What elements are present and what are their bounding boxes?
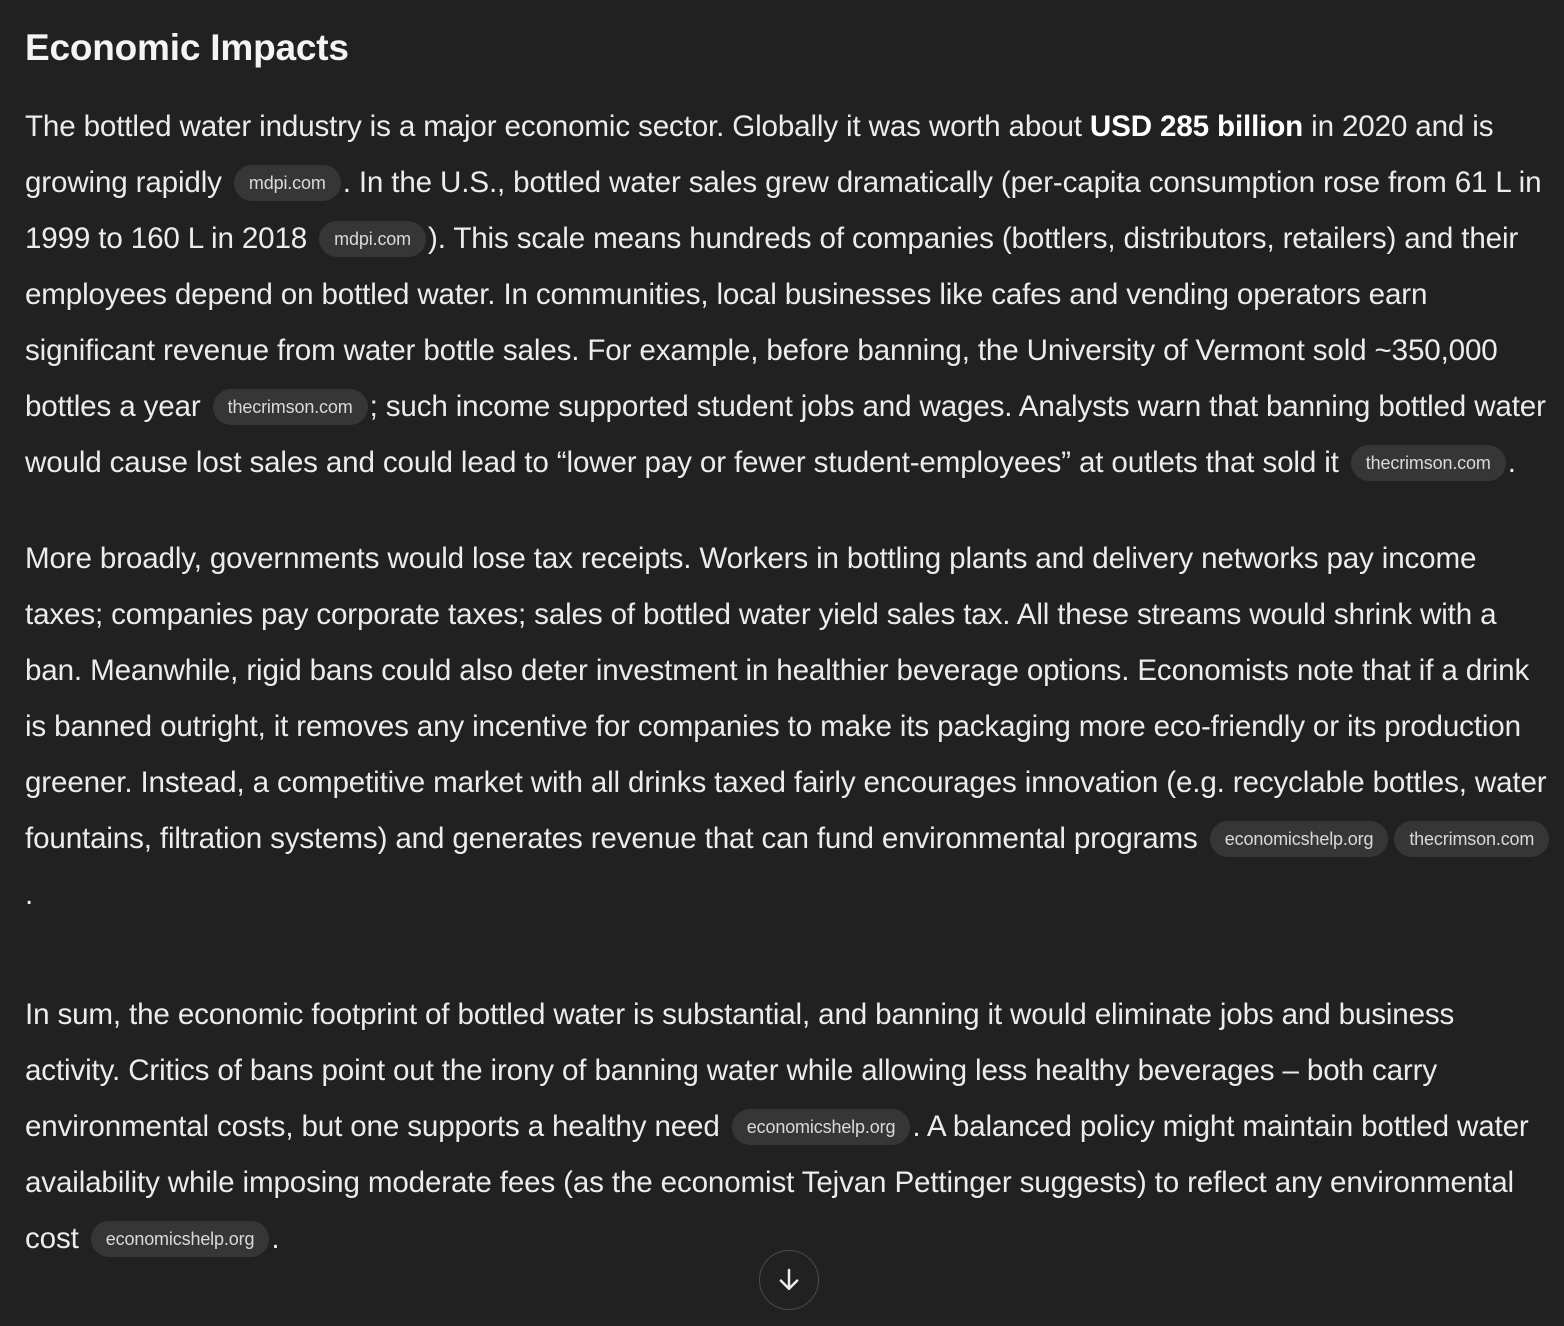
citation-chip[interactable]: economicshelp.org: [1210, 821, 1389, 857]
text-segment: ). This scale means hundreds of companies (bottlers, distributors, retailers) and their employees depend on bottled water. In communities, local businesses like cafes and vending operators earn significant revenue from water bottle sales. For example, before banning, the University of Vermont sold ~350,000 bottles a year: [25, 222, 1519, 423]
paragraph-tax-receipts: [25, 531, 1555, 923]
text-segment: In sum, the economic footprint of bottled water is substantial, and banning it would eliminate jobs and business activity. Critics of bans point out the irony of banning water while allowing less healthy beverages – both carry environmental costs, but one supports a healthy need: [25, 998, 1455, 1143]
bold-figure: USD 285 billion: [1089, 110, 1304, 143]
text-segment: .: [25, 878, 34, 911]
message-content: [25, 0, 1555, 1267]
text-segment: More broadly, governments would lose tax receipts. Workers in bottling plants and delivery networks pay income taxes; companies pay corporate taxes; sales of bottled water yield sales tax. All these streams would shrink with a ban. Meanwhile, rigid bans could also deter investment in healthier beverage options. Economists note that if a drink is banned outright, it removes any incentive for companies to make its packaging more eco-friendly or its production greener. Instead, a competitive market with all drinks taxed fairly encourages innovation (e.g. recyclable bottles, water fountains, filtration systems) and generates revenue that can fund environmental programs: [25, 542, 1547, 855]
text-segment: ; such income supported student jobs and wages. Analysts warn that banning bottled water would cause lost sales and could lead to “lower pay or fewer student-employees” at outlets that sold it: [25, 390, 1546, 479]
text-segment: The bottled water industry is a major economic sector. Globally it was worth about: [25, 110, 1090, 143]
arrow-down-icon: [774, 1265, 804, 1295]
paragraph-summary: [25, 987, 1555, 1267]
citation-chip[interactable]: economicshelp.org: [732, 1109, 911, 1145]
paragraph-economic-sector: [25, 99, 1555, 491]
citation-chip[interactable]: thecrimson.com: [1351, 445, 1506, 481]
text-segment: in 2020 and is growing rapidly: [25, 110, 1494, 199]
text-segment: .: [1507, 446, 1516, 479]
text-segment: .: [271, 1222, 280, 1255]
citation-chip[interactable]: thecrimson.com: [1394, 821, 1549, 857]
citation-chip[interactable]: mdpi.com: [319, 221, 426, 257]
section-heading: Economic Impacts: [25, 27, 349, 68]
citation-chip[interactable]: mdpi.com: [234, 165, 341, 201]
citation-chip[interactable]: economicshelp.org: [91, 1221, 270, 1257]
citation-chip[interactable]: thecrimson.com: [213, 389, 368, 425]
text-segment: . In the U.S., bottled water sales grew dramatically (per-capita consumption rose from 61 L in 1999 to 160 L in 2018: [25, 166, 1542, 255]
text-segment: . A balanced policy might maintain bottled water availability while imposing moderate fees (as the economist Tejvan Pettinger suggests) to reflect any environmental cost: [25, 1110, 1529, 1255]
scroll-to-bottom-button[interactable]: [759, 1250, 819, 1310]
